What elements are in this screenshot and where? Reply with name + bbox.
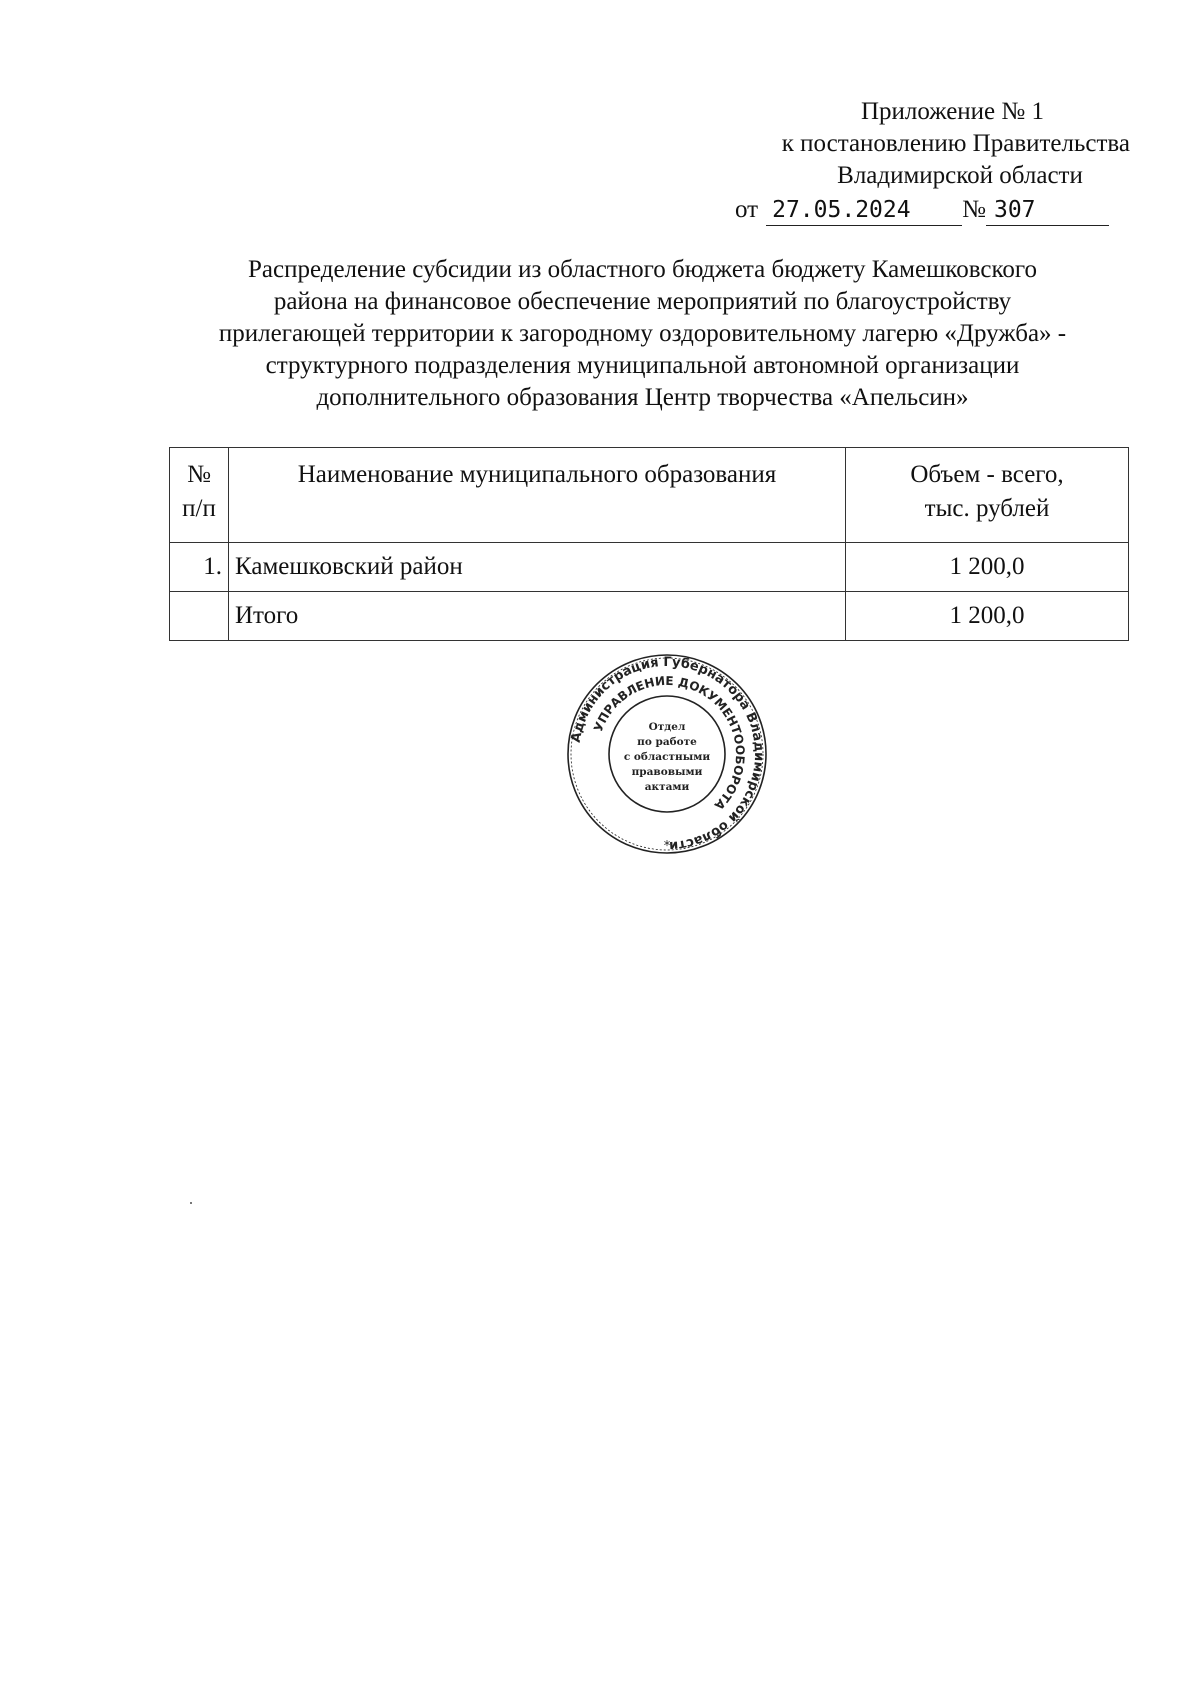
stamp-center-line: с областными [623, 751, 711, 763]
table-total-row [170, 592, 1129, 641]
stamp-center-line: по работе [637, 736, 697, 748]
stamp-center-line: правовыми [631, 766, 703, 778]
stamp-center-line: актами [644, 781, 690, 793]
header-value-line2: тыс. рублей [924, 495, 1050, 522]
table-row [170, 543, 1129, 592]
document-header [735, 96, 1130, 226]
official-stamp [565, 652, 769, 856]
header-number [170, 448, 229, 543]
row-value: 1 200,0 [846, 543, 1129, 592]
stamp-outer-text: Администрация Губернатора Владимирской области [568, 654, 767, 854]
resolution-number: 307 [986, 195, 1109, 226]
header-value-line1: Объем - всего, [910, 461, 1064, 488]
distribution-table [169, 447, 1129, 641]
resolution-reference: к постановлению Правительства [781, 130, 1130, 157]
number-prefix: № [962, 196, 986, 223]
date-number-line [735, 194, 1130, 226]
header-name: Наименование муниципального образования [229, 448, 846, 543]
stamp-center-line: Отдел [648, 721, 686, 733]
table-header-row [170, 448, 1129, 543]
document-title [160, 254, 1125, 414]
total-label: Итого [229, 592, 846, 641]
title-line: структурного подразделения муниципальной автономной организации [265, 352, 1020, 379]
scan-speck [190, 1202, 192, 1204]
header-value [846, 448, 1129, 543]
title-line: прилегающей территории к загородному оздоровительному лагерю «Дружба» - [218, 320, 1067, 347]
appendix-number: Приложение № 1 [860, 98, 1045, 125]
total-number [170, 592, 229, 641]
date-prefix: от [735, 196, 759, 223]
total-value: 1 200,0 [846, 592, 1129, 641]
row-name: Камешковский район [229, 543, 846, 592]
title-line: района на финансовое обеспечение мероприятий по благоустройству [273, 288, 1012, 315]
title-line: дополнительного образования Центр творчества «Апельсин» [316, 384, 969, 411]
row-number: 1. [170, 543, 229, 592]
stamp-star-icon: * [663, 839, 671, 854]
resolution-date: 27.05.2024 [766, 195, 962, 226]
header-number-line2: п/п [182, 495, 216, 522]
stamp-inner-text: УПРАВЛЕНИЕ ДОКУМЕНТООБОРОТА [591, 673, 748, 813]
title-line: Распределение субсидии из областного бюджета бюджету Камешковского [248, 256, 1037, 283]
region-name: Владимирской области [837, 162, 1083, 189]
header-number-line1: № [187, 461, 211, 488]
